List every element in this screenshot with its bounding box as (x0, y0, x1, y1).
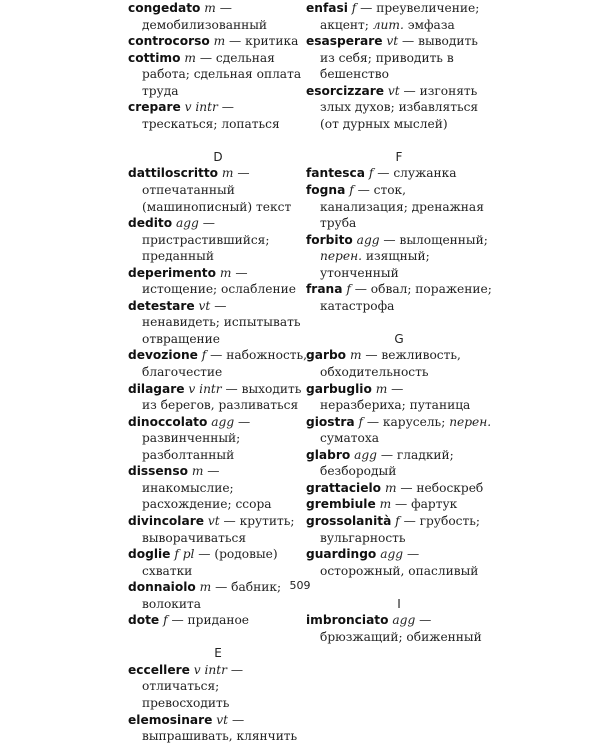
entry-grammar: agg (175, 216, 199, 231)
entry-translation: — гладкий; безбородый (320, 447, 454, 479)
entry-headword: dedito (128, 216, 173, 231)
entry-grammar: vt (387, 83, 400, 98)
entry-headword: guardingo (306, 547, 377, 562)
dictionary-entry (128, 33, 308, 50)
entry-headword: fantesca (306, 166, 365, 181)
section-letter: F (395, 149, 403, 164)
dictionary-entry (128, 265, 308, 298)
entry-headword: dote (128, 613, 160, 628)
entry-translation: — небоскреб (400, 480, 484, 495)
entry-grammar: f pl (174, 547, 195, 562)
dictionary-entry (128, 463, 308, 513)
entry-translation: — осторожный, опасливый (320, 547, 479, 578)
entry-grammar: f (368, 166, 374, 181)
entry-headword: doglie (128, 547, 171, 562)
entry-grammar: m (199, 580, 212, 595)
entry-translation: — приданое (171, 613, 250, 628)
entry-headword: glabro (306, 447, 351, 462)
entry-grammar: m (379, 497, 392, 512)
entry-translation: — крутить; выворачиваться (142, 513, 295, 545)
entry-translation: — изгонять злых духов; избавляться (от дурных мыслей) (320, 83, 479, 131)
entry-grammar: agg (356, 232, 380, 247)
dictionary-entry (128, 546, 308, 579)
entry-translation-extra: эмфаза (407, 17, 455, 32)
entry-headword: grattacielo (306, 480, 382, 495)
entry-grammar: f (349, 183, 354, 198)
entry-grammar: m (191, 464, 204, 479)
entry-translation: — выпрашивать, клянчить (142, 712, 298, 744)
entry-headword: esasperare (306, 34, 383, 49)
entry-grammar: m (221, 166, 234, 181)
entry-translation: — набожность, благочестие (142, 348, 308, 380)
section-letter: G (394, 331, 404, 346)
entry-headword: congedato (128, 1, 201, 15)
entry-grammar: vt (216, 712, 229, 727)
entry-grammar: f (358, 414, 363, 429)
entry-headword: giostra (306, 414, 355, 429)
entry-grammar: f (201, 348, 207, 363)
dictionary-entry (306, 447, 492, 480)
entry-grammar: m (375, 381, 388, 396)
entry-headword: imbronciato (306, 613, 389, 628)
entry-translation: — фартук (395, 497, 458, 512)
entry-translation: — истощение; ослабление (142, 265, 296, 297)
entry-headword: donnaiolo (128, 580, 196, 595)
entry-translation: — ненавидеть; испытывать отвращение (142, 298, 301, 346)
entry-grammar-note: перен. (449, 414, 492, 429)
entry-translation: — (родовые) схватки (142, 547, 278, 578)
entry-translation: — карусель; (366, 414, 446, 429)
dictionary-entry (128, 0, 308, 33)
dictionary-entry (128, 50, 308, 100)
section-letter: E (214, 646, 222, 661)
entry-translation: — критика (229, 34, 299, 49)
entry-headword: divincolare (128, 513, 204, 528)
dictionary-entry (306, 347, 492, 380)
dictionary-entry (128, 612, 308, 629)
entry-grammar: f (163, 613, 168, 628)
entry-grammar: vt (198, 298, 211, 313)
entry-translation: — развинченный; разболтанный (142, 414, 251, 462)
entry-headword: grossolanità (306, 513, 392, 528)
entry-translation: — демобилизованный (142, 1, 268, 32)
dictionary-entry (306, 33, 492, 83)
entry-translation: — брюзжащий; обиженный (320, 613, 482, 644)
entry-headword: cottimo (128, 50, 181, 65)
entry-grammar: f (395, 513, 400, 528)
entry-headword: garbuglio (306, 381, 372, 396)
page-number: 509 (289, 579, 311, 592)
dictionary-entry (306, 546, 492, 579)
entry-headword: dinoccolato (128, 414, 208, 429)
entry-grammar: agg (392, 613, 416, 628)
dictionary-entry (306, 182, 492, 232)
entry-translation: — сдельная работа; сдельная оплата труда (142, 50, 302, 98)
entry-headword: devozione (128, 348, 198, 363)
entry-grammar: vt (386, 34, 399, 49)
entry-headword: garbo (306, 348, 347, 363)
entry-headword: eccellere (128, 662, 190, 677)
entry-translation-extra: изящный; утонченный (320, 249, 430, 280)
entry-grammar: agg (380, 547, 404, 562)
entry-headword: forbito (306, 232, 353, 247)
entry-headword: detestare (128, 298, 195, 313)
entry-translation: — преувеличение; акцент; (320, 1, 480, 32)
dictionary-entry (306, 381, 492, 414)
entry-grammar: m (349, 348, 362, 363)
entry-grammar: v intr (184, 100, 218, 115)
dictionary-entry (128, 662, 308, 712)
entry-headword: grembiule (306, 497, 376, 512)
entry-headword: enfasi (306, 1, 348, 15)
entry-headword: deperimento (128, 265, 217, 280)
section-letter: I (397, 596, 401, 611)
entry-translation: — обвал; поражение; катастрофа (320, 282, 492, 313)
entry-translation: — отличаться; превосходить (142, 662, 244, 710)
entry-translation: — инакомыслие; расхождение; ссора (142, 464, 272, 512)
entry-grammar: f (351, 1, 357, 15)
entry-translation: — сток, канализация; дренажная труба (320, 183, 484, 231)
dictionary-entry (128, 298, 308, 348)
entry-grammar: m (219, 265, 232, 280)
dictionary-entry (306, 83, 492, 133)
entry-headword: crepare (128, 100, 181, 115)
dictionary-entry (128, 414, 308, 464)
entry-translation: — неразбериха; путаница (320, 381, 471, 413)
entry-grammar: f (346, 282, 351, 297)
entry-translation: — трескаться; лопаться (142, 100, 280, 131)
dictionary-entry (306, 612, 492, 645)
entry-translation: — грубость; вульгарность (320, 513, 480, 545)
dictionary-entry (128, 381, 308, 414)
entry-grammar: m (384, 480, 397, 495)
entry-translation: — вылощенный; (383, 232, 488, 247)
entry-grammar: v intr (193, 662, 227, 677)
entry-grammar-note: перен. (320, 249, 362, 264)
dictionary-entry (306, 165, 492, 182)
entry-translation: — бабник; волокита (142, 580, 282, 611)
entry-grammar: m (204, 1, 216, 15)
entry-grammar: v intr (188, 381, 222, 396)
dictionary-entry (128, 712, 308, 745)
dictionary-entry (128, 165, 308, 215)
entry-grammar: agg (211, 414, 235, 429)
entry-headword: esorcizzare (306, 83, 384, 98)
entry-grammar: m (213, 34, 226, 49)
dictionary-entry (128, 513, 308, 546)
left-column (128, 0, 308, 745)
entry-headword: dilagare (128, 381, 185, 396)
entry-translation: — служанка (377, 166, 457, 181)
dictionary-entry (306, 480, 492, 497)
dictionary-entry (128, 347, 308, 380)
dictionary-entry (306, 414, 492, 447)
entry-grammar-note: лит. (372, 17, 404, 32)
dictionary-entry (306, 513, 492, 546)
entry-headword: dissenso (128, 464, 188, 479)
entry-translation: — пристрастившийся; преданный (142, 216, 270, 264)
dictionary-entry (128, 99, 308, 132)
entry-translation: — выводить из себя; приводить в бешенство (320, 34, 478, 82)
entry-translation: — вежливость, обходительность (320, 348, 461, 380)
dictionary-entry (306, 496, 492, 513)
dictionary-entry (128, 215, 308, 265)
entry-headword: dattiloscritto (128, 166, 219, 181)
right-column (306, 0, 492, 645)
section-letter: D (213, 149, 223, 164)
entry-translation: — отпечатанный (машинописный) текст (142, 166, 292, 214)
entry-grammar: vt (207, 513, 220, 528)
dictionary-entry (306, 232, 492, 282)
dictionary-entry (306, 0, 492, 33)
entry-headword: controcorso (128, 34, 210, 49)
entry-translation-extra: суматоха (320, 431, 379, 446)
entry-translation: — выходить из берегов, разливаться (142, 381, 302, 413)
entry-headword: frana (306, 282, 343, 297)
entry-grammar: agg (354, 447, 377, 462)
dictionary-entry (306, 281, 492, 314)
entry-headword: fogna (306, 183, 346, 198)
entry-grammar: m (184, 50, 196, 65)
entry-headword: elemosinare (128, 712, 213, 727)
